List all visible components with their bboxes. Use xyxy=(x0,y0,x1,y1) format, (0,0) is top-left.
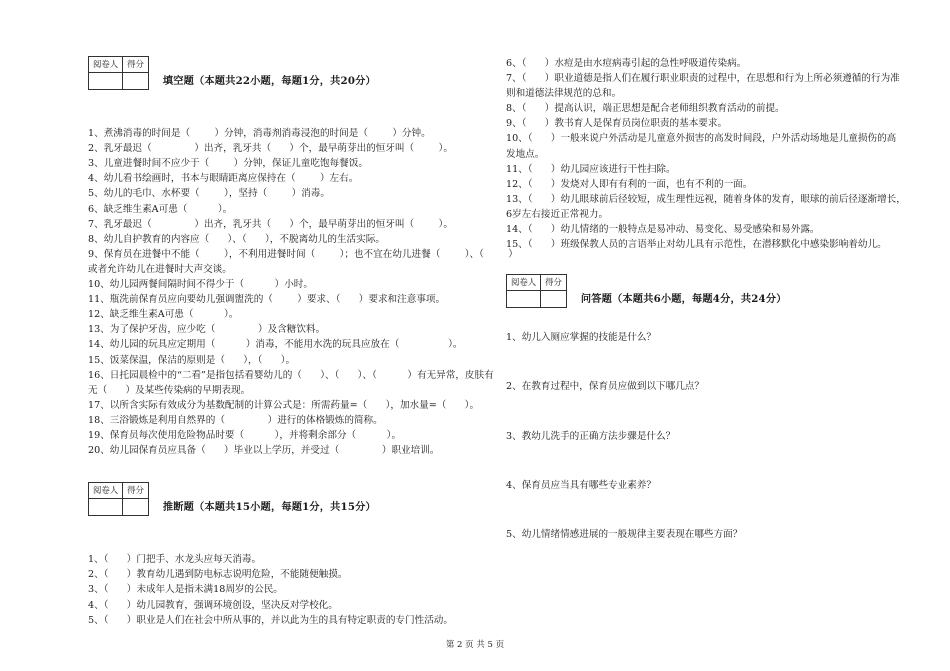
section2-header xyxy=(88,482,498,516)
essay-questions xyxy=(506,330,906,541)
question-line: 5、（ ）职业是人们在社会中所从事的，并以此为生的具有特定职责的专门性活动。 xyxy=(88,614,453,626)
reviewer-cell[interactable] xyxy=(507,291,541,308)
essay-question: 4、保育员应当具有哪些专业素养？ xyxy=(506,479,657,491)
question-line: 7、乳牙最迟（ ）出齐，乳牙共（ ）个，最早萌芽出的恒牙叫（ ）。 xyxy=(88,218,453,230)
question-line: 6、（ ）水痘是由水痘病毒引起的急性呼吸道传染病。 xyxy=(506,58,747,69)
question-line: 3、（ ）未成年人是指未满18周岁的公民。 xyxy=(88,584,283,596)
reviewer-cell[interactable] xyxy=(89,73,123,90)
question-line: 2、乳牙最迟（ ）出齐，乳牙共（ ）个，最早萌芽出的恒牙叫（ ）。 xyxy=(88,143,453,155)
question-line: 6、缺乏维生素A可患（ ）。 xyxy=(88,203,233,215)
essay-question: 2、在教育过程中，保育员应做到以下哪几点？ xyxy=(506,381,704,393)
question-line: 8、幼儿自护教育的内容应（ ）、（ ），不脱离幼儿的生活实际。 xyxy=(88,233,385,245)
score-label: 得分 xyxy=(123,57,149,73)
essay-question: 5、幼儿情绪情感进展的一般规律主要表现在哪些方面？ xyxy=(506,528,743,540)
score-label: 得分 xyxy=(541,275,567,291)
question-line: 13、为了保护牙齿，应少吃（ ）及含糖饮料。 xyxy=(88,324,326,336)
right-column xyxy=(506,56,906,576)
score-table xyxy=(506,274,567,308)
question-line: 16、日托园晨检中的“二看”是指包括看婴幼儿的（ ）、（ ）、（ ）有无异常，皮肤有 xyxy=(88,369,494,381)
question-line: 10、（ ）一般来说户外活动是儿童意外损害的高发时间段，户外活动场地是儿童损伤的高 xyxy=(506,133,897,145)
question-line: 11、（ ）幼儿园应该进行干性扫除。 xyxy=(506,163,676,175)
question-line: 2、（ ）教育幼儿遇到防电标志说明危险，不能随便触摸。 xyxy=(88,569,348,581)
question-line: 4、（ ）幼儿园教育，强调环境创设，坚决反对学校化。 xyxy=(88,599,338,611)
question-line: 或者允许幼儿在进餐时大声交谈。 xyxy=(88,263,232,275)
question-line: 1、（ ）门把手、水龙头应每天消毒。 xyxy=(88,554,262,566)
question-line: 无（ ）及某些传染病的早期表现。 xyxy=(88,384,251,396)
question-line: 7、（ ）职业道德是指人们在履行职业职责的过程中，在思想和行为上所必须遵循的行为准 xyxy=(506,73,900,85)
section1-header xyxy=(88,56,498,90)
left-column xyxy=(88,56,518,628)
score-table xyxy=(88,56,149,90)
question-line: 4、幼儿看书绘画时，书本与眼睛距离应保持在（ ）左右。 xyxy=(88,173,359,185)
question-line: 10、幼儿园两餐间隔时间不得少于（ ）小时。 xyxy=(88,279,313,291)
question-line: 9、（ ）教书育人是保育员岗位职责的基本要求。 xyxy=(506,118,728,130)
score-label: 得分 xyxy=(123,483,149,499)
question-line: 11、瓶洗前保育员应向要幼儿强调盥洗的（ ）要求、（ ）要求和注意事项。 xyxy=(88,294,446,306)
score-cell[interactable] xyxy=(123,73,149,90)
section3-header xyxy=(506,274,906,308)
score-cell[interactable] xyxy=(123,499,149,516)
essay-question: 1、幼儿入厕应掌握的技能是什么？ xyxy=(506,332,657,344)
question-line: 15、（ ）班级保教人员的言语举止对幼儿具有示范性，在潜移默化中感染影响着幼儿。 xyxy=(506,239,887,251)
question-line: 则和道德法律规范的总和。 xyxy=(506,88,622,100)
score-table xyxy=(88,482,149,516)
question-line: 1、煮沸消毒的时间是（ ）分钟，消毒剂消毒浸泡的时间是（ ）分钟。 xyxy=(88,128,431,140)
question-line: 9、保育员在进餐中不能（ ），不利用进餐时间（ ）；也不宜在幼儿进餐（ ）、（ ） xyxy=(88,248,518,260)
essay-question: 3、教幼儿洗手的正确方法步骤是什么？ xyxy=(506,430,676,442)
section2-title: 推断题（本题共15小题，每题1分，共15分） xyxy=(162,501,376,514)
question-line: 8、（ ）提高认识，端正思想是配合老师组织教育活动的前提。 xyxy=(506,103,785,115)
question-line: 12、缺乏维生素A可患（ ）。 xyxy=(88,309,239,321)
section3-title: 问答题（本题共6小题，每题4分，共24分） xyxy=(580,293,787,306)
question-line: 6岁左右接近正常视力。 xyxy=(506,208,609,220)
reviewer-cell[interactable] xyxy=(89,499,123,516)
question-line: 发地点。 xyxy=(506,148,545,160)
question-line: 5、幼儿的毛巾、水杯要（ ），坚持（ ）消毒。 xyxy=(88,188,330,200)
judgement-questions-continued xyxy=(506,56,906,252)
question-line: 14、（ ）幼儿情绪的一般特点是易冲动、易变化、易受感染和易外露。 xyxy=(506,224,820,236)
question-line: 20、幼儿园保育员应具备（ ）毕业以上学历，并受过（ ）职业培训。 xyxy=(88,445,440,457)
question-line: 13、（ ）幼儿眼球前后径较短，成生理性远视，随着身体的发育，眼球的前后径逐渐增长， xyxy=(506,193,906,205)
judgement-questions xyxy=(88,552,498,627)
question-line: 14、幼儿园的玩具应定期用（ ）消毒，不能用水洗的玩具应放在（ ）。 xyxy=(88,339,463,351)
question-line: 17、以所含实际有效成分为基数配制的计算公式是：所需药量=（ ），加水量=（ ）。 xyxy=(88,399,480,411)
page-footer: 第 2 页 共 5 页 xyxy=(445,640,505,650)
section1-title: 填空题（本题共22小题，每题1分，共20分） xyxy=(162,75,376,87)
question-line: 18、三浴锻炼是利用自然界的（ ）进行的体格锻炼的简称。 xyxy=(88,414,383,426)
question-line: 12、（ ）发烧对人即有有利的一面，也有不利的一面。 xyxy=(506,178,753,190)
fill-in-questions xyxy=(88,126,518,458)
reviewer-label: 阅卷人 xyxy=(89,57,123,73)
reviewer-label: 阅卷人 xyxy=(89,483,123,499)
question-line: 19、保育员每次使用危险物品时要（ ），并将剩余部分（ ）。 xyxy=(88,429,402,441)
score-cell[interactable] xyxy=(541,291,567,308)
reviewer-label: 阅卷人 xyxy=(507,275,541,291)
question-line: 3、儿童进餐时间不应少于（ ）分钟，保证儿童吃饱每餐饭。 xyxy=(88,158,368,170)
question-line: 15、饭菜保温，保洁的原则是（ ），（ ）。 xyxy=(88,354,296,366)
